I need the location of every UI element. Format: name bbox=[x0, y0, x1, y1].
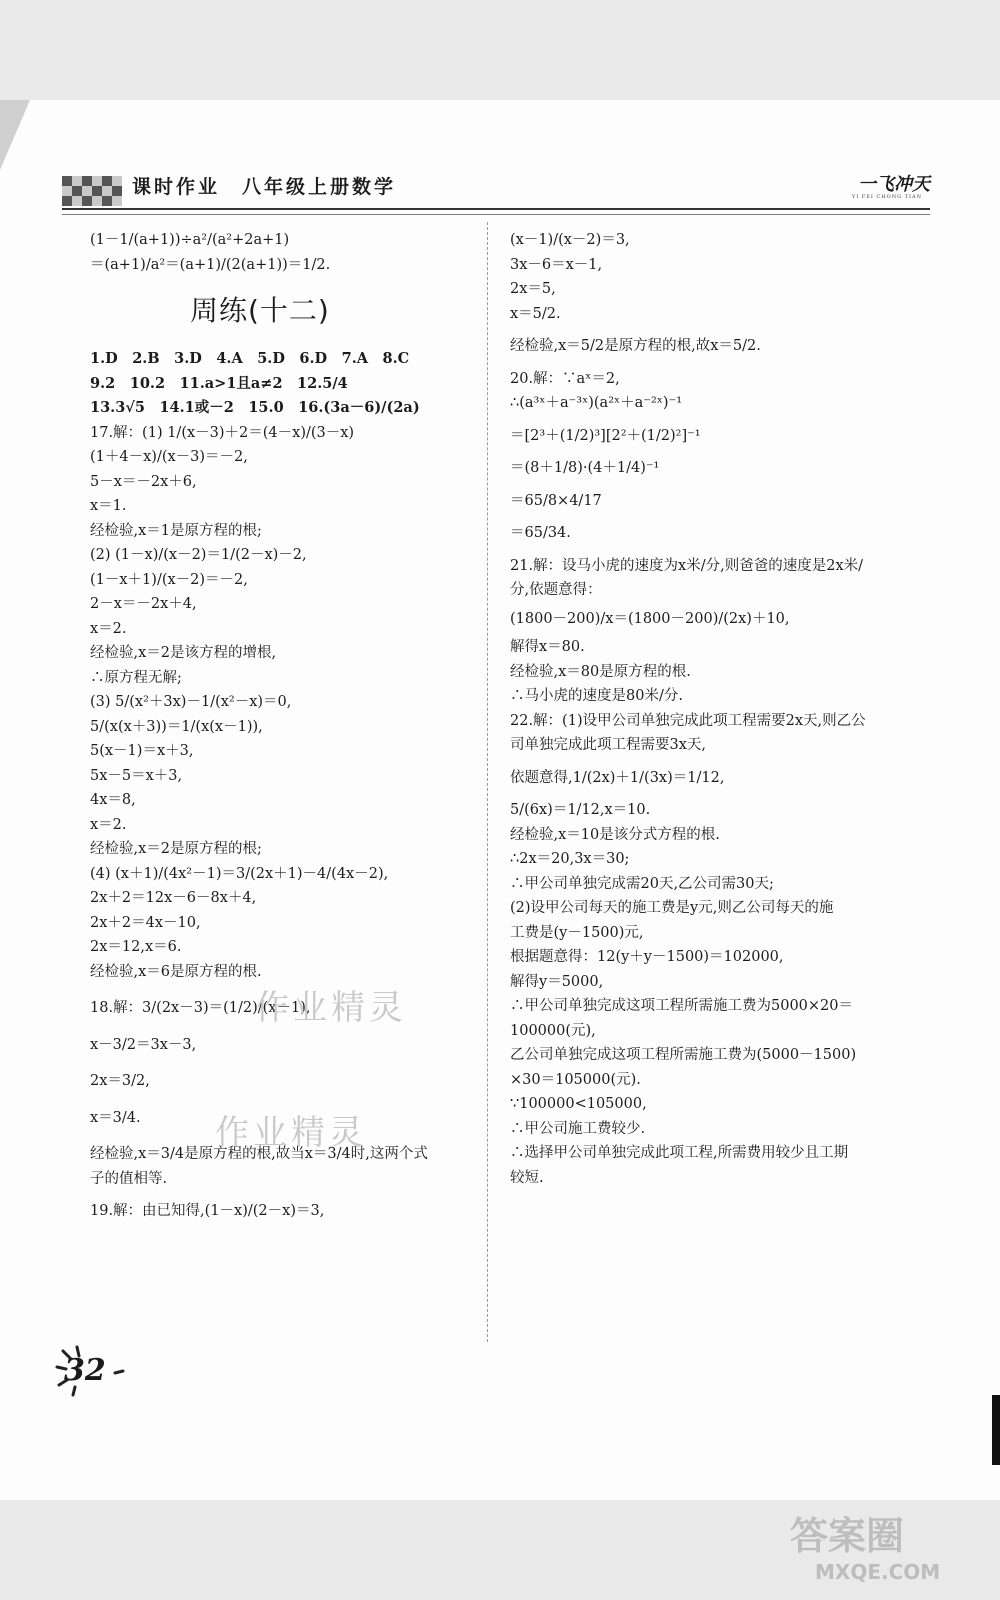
solution-line: (2)设甲公司每天的施工费是y元,则乙公司每天的施 bbox=[510, 900, 834, 916]
solution-line: 2x＋2＝4x－10, bbox=[90, 914, 201, 931]
solution-line: ∴原方程无解; bbox=[90, 669, 182, 686]
solution-line: 经检验,x＝1是原方程的根; bbox=[90, 522, 262, 539]
right-column bbox=[510, 228, 930, 1190]
solution-line: 5/(6x)＝1/12,x＝10. bbox=[510, 802, 651, 818]
solution-line: 经检验,x＝2是该方程的增根, bbox=[90, 645, 277, 661]
solution-line: 较短. bbox=[510, 1169, 544, 1186]
page-number: 32 bbox=[64, 1353, 106, 1388]
column-divider bbox=[487, 222, 488, 1342]
solution-line: 5x－5＝x＋3, bbox=[90, 767, 183, 784]
solution-line: 乙公司单独完成这项工程所需施工费为(5000－1500) bbox=[510, 1047, 857, 1063]
solution-line: 4x＝8, bbox=[90, 792, 136, 808]
solution-line: (4) (x＋1)/(4x²－1)＝3/(2x＋1)－4/(4x－2), bbox=[90, 865, 389, 882]
bottom-watermark-logo: 答案圈 bbox=[790, 1514, 905, 1558]
watermark-text: 作业精灵 bbox=[255, 988, 407, 1028]
text-line: ＝(a+1)/a²＝(a+1)/(2(a+1))＝1/2. bbox=[90, 256, 331, 273]
solution-line: 依题意得,1/(2x)＋1/(3x)＝1/12, bbox=[510, 769, 725, 786]
solution-line: 5(x－1)＝x＋3, bbox=[90, 743, 194, 759]
solution-line: (1－x＋1)/(x－2)＝－2, bbox=[90, 571, 248, 588]
solution-line: 2x＋2＝12x－6－8x＋4, bbox=[90, 890, 257, 906]
solution-line: 2－x＝－2x＋4, bbox=[90, 596, 197, 612]
section-title: 周练(十二) bbox=[190, 294, 330, 327]
header-checker-decoration bbox=[62, 176, 122, 206]
answer-line: 13.3√5 14.1或－2 15.0 16.(3a－6)/(2a) bbox=[90, 399, 420, 416]
solution-line: 经检验,x＝3/4是原方程的根,故当x＝3/4时,这两个式 bbox=[90, 1146, 428, 1162]
page-fold-corner bbox=[0, 100, 30, 170]
solution-line: ＝[2³＋(1/2)³][2²＋(1/2)²]⁻¹ bbox=[510, 427, 701, 444]
solution-line: 2x＝12,x＝6. bbox=[90, 939, 182, 955]
solution-line: 17.解：(1) 1/(x－3)＋2＝(4－x)/(3－x) bbox=[90, 424, 355, 441]
solution-line: x－3/2＝3x－3, bbox=[90, 1036, 197, 1053]
page-edge-tab bbox=[992, 1395, 1000, 1465]
solution-line: ∴甲公司单独完成需20天,乙公司需30天; bbox=[510, 875, 774, 892]
solution-line: 经检验,x＝10是该分式方程的根. bbox=[510, 826, 720, 843]
solution-line: ∴选择甲公司单独完成此项工程,所需费用较少且工期 bbox=[510, 1145, 849, 1161]
solution-line: x＝5/2. bbox=[510, 305, 561, 322]
solution-line: ∴马小虎的速度是80米/分. bbox=[510, 688, 683, 704]
solution-line: 3x－6＝x－1, bbox=[510, 256, 603, 273]
solution-line: ＝65/34. bbox=[510, 525, 571, 541]
header-rule bbox=[62, 208, 930, 215]
solution-line: 经检验,x＝80是原方程的根. bbox=[510, 663, 691, 680]
solution-line: 2x＝5, bbox=[510, 281, 556, 297]
solution-line: (x－1)/(x－2)＝3, bbox=[510, 232, 630, 248]
answer-line: 1.D 2.B 3.D 4.A 5.D 6.D 7.A 8.C bbox=[90, 350, 410, 367]
solution-line: (1800－200)/x＝(1800－200)/(2x)＋10, bbox=[510, 610, 790, 627]
solution-line: ∴2x＝20,3x＝30; bbox=[510, 851, 630, 867]
solution-line: 5－x＝－2x＋6, bbox=[90, 473, 197, 490]
solution-line: ＝(8＋1/8)·(4＋1/4)⁻¹ bbox=[510, 460, 660, 476]
solution-line: x＝3/4. bbox=[90, 1109, 141, 1126]
solution-line: x＝2. bbox=[90, 816, 127, 833]
answer-line: 9.2 10.2 11.a>1且a≠2 12.5/4 bbox=[90, 374, 348, 392]
watermark-text: 作业精灵 bbox=[215, 1113, 367, 1153]
solution-line: x＝1. bbox=[90, 498, 127, 514]
solution-line: x＝2. bbox=[90, 620, 127, 637]
solution-line: 19.解：由已知得,(1－x)/(2－x)＝3, bbox=[90, 1203, 325, 1219]
solution-line: 工费是(y－1500)元, bbox=[510, 924, 644, 941]
solution-line: 经检验,x＝6是原方程的根. bbox=[90, 963, 262, 980]
brand-subtitle: YI FEI CHONG TIAN bbox=[851, 194, 922, 200]
solution-line: (1＋4－x)/(x－3)＝－2, bbox=[90, 449, 248, 465]
solution-line: (3) 5/(x²＋3x)－1/(x²－x)＝0, bbox=[90, 694, 292, 710]
solution-line: 经检验,x＝5/2是原方程的根,故x＝5/2. bbox=[510, 338, 761, 354]
solution-line: ＝65/8×4/17 bbox=[510, 492, 602, 509]
solution-line: ∵100000<105000, bbox=[510, 1096, 647, 1112]
solution-line: 根据题意得：12(y＋y－1500)＝102000, bbox=[510, 949, 784, 965]
solution-line: 2x＝3/2, bbox=[90, 1073, 150, 1089]
text-line: (1－1/(a+1))÷a²/(a²+2a+1) bbox=[90, 232, 290, 248]
solution-line: 22.解：(1)设甲公司单独完成此项工程需要2x天,则乙公 bbox=[510, 712, 866, 729]
solution-line: ×30＝105000(元). bbox=[510, 1071, 641, 1088]
solution-line: 分,依题意得： bbox=[510, 582, 602, 598]
solution-line: 子的值相等. bbox=[90, 1170, 168, 1187]
solution-line: 经检验,x＝2是原方程的根; bbox=[90, 841, 262, 857]
solution-line: ∴甲公司施工费较少. bbox=[510, 1120, 646, 1137]
solution-line: 100000(元), bbox=[510, 1022, 596, 1039]
left-column bbox=[90, 228, 480, 1224]
solution-line: 21.解：设马小虎的速度为x米/分,则爸爸的速度是2x米/ bbox=[510, 557, 864, 574]
solution-line: 司单独完成此项工程需要3x天, bbox=[510, 737, 707, 753]
solution-line: 5/(x(x＋3))＝1/(x(x－1)), bbox=[90, 718, 263, 735]
solution-line: 解得y＝5000, bbox=[510, 973, 604, 990]
solution-line: ∴甲公司单独完成这项工程所需施工费为5000×20＝ bbox=[510, 998, 853, 1014]
bottom-watermark-url: MXQE.COM bbox=[815, 1560, 941, 1584]
solution-line: ∴(a³ˣ＋a⁻³ˣ)(a²ˣ＋a⁻²ˣ)⁻¹ bbox=[510, 395, 683, 411]
page-header bbox=[62, 168, 930, 208]
header-title: 课时作业 八年级上册数学 bbox=[132, 176, 397, 198]
solution-line: 18.解：3/(2x－3)＝(1/2)/(x－1), bbox=[90, 1000, 311, 1016]
solution-line: 20.解：∵aˣ＝2, bbox=[510, 370, 620, 387]
brand-logo: 一飞冲天 bbox=[858, 174, 930, 195]
solution-line: 解得x＝80. bbox=[510, 639, 585, 655]
solution-line: (2) (1－x)/(x－2)＝1/(2－x)－2, bbox=[90, 547, 307, 563]
